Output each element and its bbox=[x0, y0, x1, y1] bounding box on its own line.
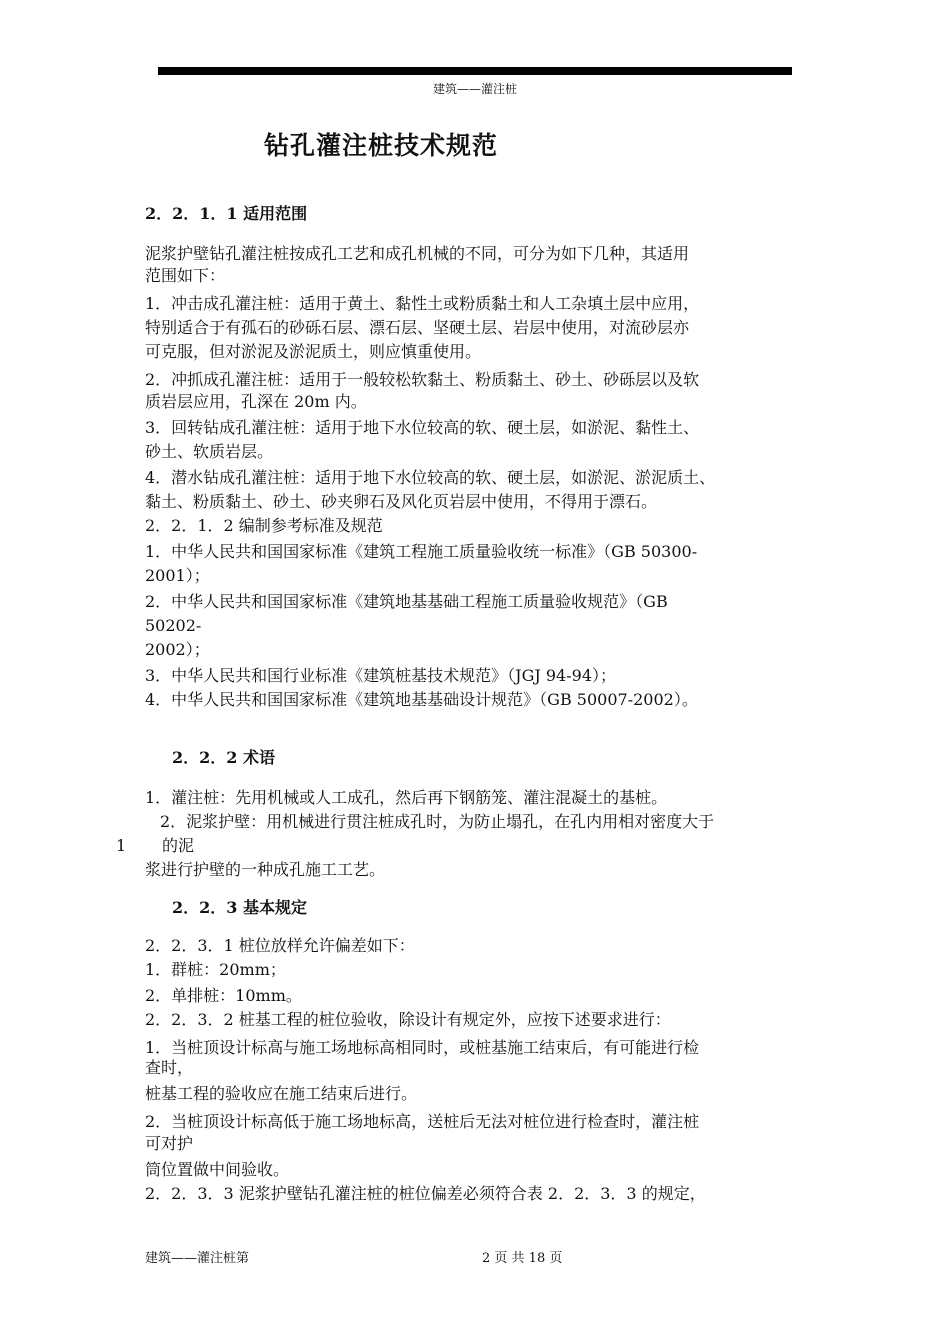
footer-page-number: 2 页 共 18 页 bbox=[482, 1251, 563, 1266]
list-item-line: 2．冲抓成孔灌注桩：适用于一般较松软黏土、粉质黏土、砂土、砂砾层以及软 bbox=[145, 370, 700, 389]
sub-heading-2-2-1-2: 2．2．1．2 编制参考标准及规范 bbox=[145, 516, 383, 535]
rule-line: 2．单排桩：10mm。 bbox=[145, 986, 302, 1005]
list-item-line: 特别适合于有孤石的砂砾石层、漂石层、坚硬土层、岩层中使用，对流砂层亦 bbox=[145, 318, 690, 337]
rule-line: 2．2．3．2 桩基工程的桩位验收，除设计有规定外，应按下述要求进行： bbox=[145, 1010, 671, 1029]
reference-line: 2001）； bbox=[145, 566, 210, 585]
list-item-line: 黏土、粉质黏土、砂土、砂夹卵石及风化页岩层中使用，不得用于漂石。 bbox=[145, 492, 658, 511]
reference-line: 2002）； bbox=[145, 640, 210, 659]
document-title: 钻孔灌注桩技术规范 bbox=[264, 131, 499, 160]
section-heading-2-2-1-1: 2．2．1．1 适用范围 bbox=[145, 204, 308, 223]
rule-line: 查时， bbox=[145, 1058, 194, 1077]
rule-line: 2．2．3．1 桩位放样允许偏差如下： bbox=[145, 936, 415, 955]
term-line: 的泥 bbox=[162, 836, 195, 855]
list-item-line: 4．潜水钻成孔灌注桩：适用于地下水位较高的软、硬土层，如淤泥、淤泥质土、 bbox=[145, 468, 716, 487]
reference-line: 50202- bbox=[145, 616, 202, 635]
term-line: 浆进行护壁的一种成孔施工工艺。 bbox=[145, 860, 386, 879]
list-item-line: 质岩层应用，孔深在 20m 内。 bbox=[145, 392, 367, 411]
section-heading-2-2-3: 2．2．3 基本规定 bbox=[172, 898, 307, 917]
rule-line: 1．当桩顶设计标高与施工场地标高相同时，或桩基施工结束后，有可能进行检 bbox=[145, 1038, 700, 1057]
term-number: 1 bbox=[116, 836, 127, 855]
rule-line: 桩基工程的验收应在施工结束后进行。 bbox=[145, 1084, 418, 1103]
rule-line: 2．当桩顶设计标高低于施工场地标高，送桩后无法对桩位进行检查时，灌注桩 bbox=[145, 1112, 700, 1131]
rule-line: 筒位置做中间验收。 bbox=[145, 1160, 290, 1179]
term-line: 2．泥浆护壁：用机械进行贯注桩成孔时，为防止塌孔，在孔内用相对密度大于 bbox=[160, 812, 715, 831]
list-item-line: 1．冲击成孔灌注桩：适用于黄土、黏性土或粉质黏土和人工杂填土层中应用， bbox=[145, 294, 700, 313]
list-item-line: 砂土、软质岩层。 bbox=[145, 442, 274, 461]
list-item-line: 可克服，但对淤泥及淤泥质土，则应慎重使用。 bbox=[145, 342, 482, 361]
section-heading-2-2-2: 2．2．2 术语 bbox=[172, 748, 275, 767]
header-rule bbox=[158, 67, 792, 75]
list-item-line: 3．回转钻成孔灌注桩：适用于地下水位较高的软、硬土层，如淤泥、黏性土、 bbox=[145, 418, 700, 437]
intro-line: 泥浆护壁钻孔灌注桩按成孔工艺和成孔机械的不同，可分为如下几种，其适用 bbox=[145, 244, 690, 263]
rule-line: 可对护 bbox=[145, 1134, 194, 1153]
reference-line: 2．中华人民共和国国家标准《建筑地基基础工程施工质量验收规范》（GB bbox=[145, 592, 668, 611]
reference-line: 1．中华人民共和国国家标准《建筑工程施工质量验收统一标准》（GB 50300- bbox=[145, 542, 698, 561]
running-header: 建筑——灌注桩 bbox=[432, 82, 517, 96]
footer-title: 建筑——灌注桩第 bbox=[145, 1251, 250, 1266]
term-line: 1．灌注桩：先用机械或人工成孔，然后再下钢筋笼、灌注混凝土的基桩。 bbox=[145, 788, 668, 807]
reference-line: 4．中华人民共和国国家标准《建筑地基基础设计规范》（GB 50007-2002）。 bbox=[145, 690, 698, 709]
reference-line: 3．中华人民共和国行业标准《建筑桩基技术规范》（JGJ 94-94）； bbox=[145, 666, 617, 685]
rule-line: 1．群桩：20mm； bbox=[145, 960, 286, 979]
intro-line: 范围如下： bbox=[145, 266, 226, 285]
rule-line: 2．2．3．3 泥浆护壁钻孔灌注桩的桩位偏差必须符合表 2．2．3．3 的规定， bbox=[145, 1184, 706, 1203]
